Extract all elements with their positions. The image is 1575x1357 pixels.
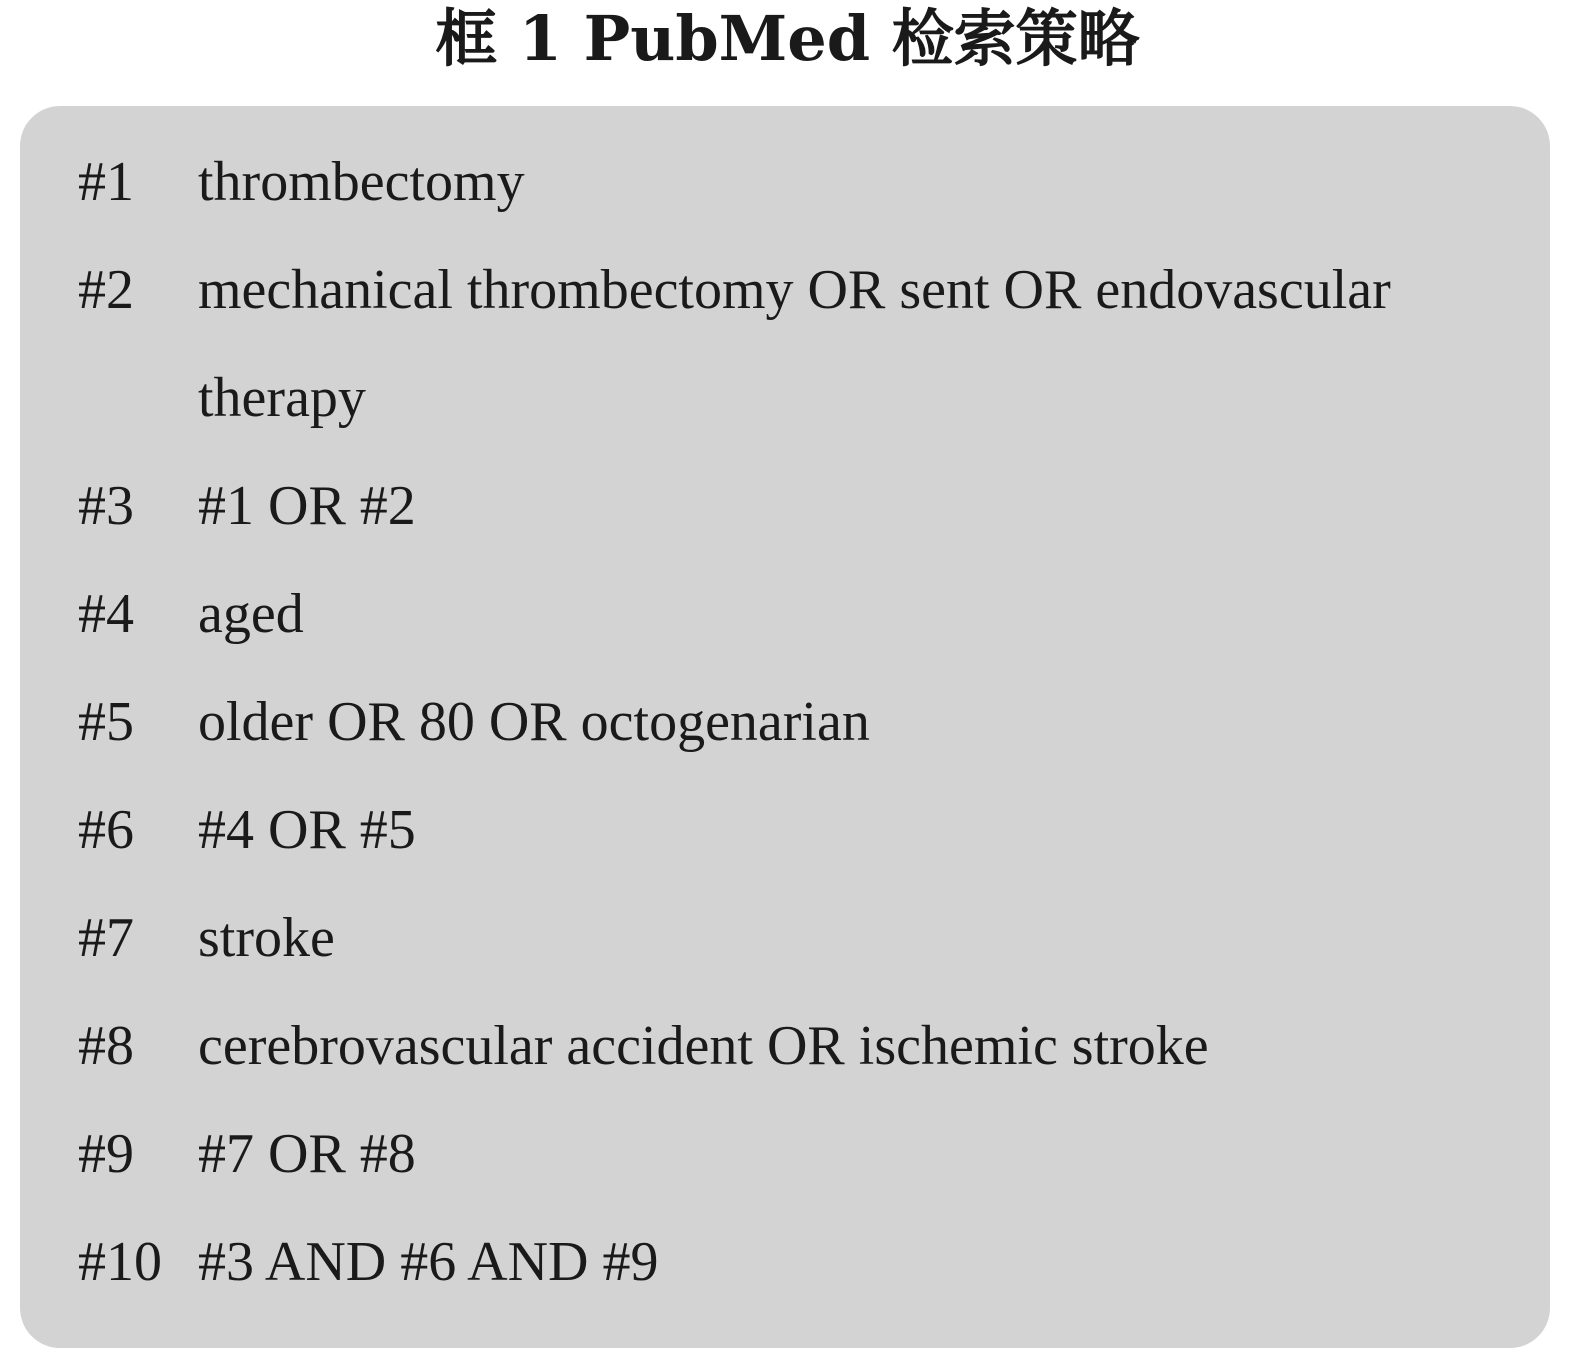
strategy-row-7 [20, 884, 1550, 992]
strategy-row-6 [20, 776, 1550, 884]
row-query: cerebrovascular accident OR ischemic stroke [198, 1015, 1209, 1077]
strategy-row-10 [20, 1208, 1550, 1316]
row-query-line-2: therapy [198, 367, 366, 429]
row-query: #3 AND #6 AND #9 [198, 1231, 659, 1293]
row-number: #4 [78, 583, 134, 645]
row-number: #6 [78, 799, 134, 861]
row-number: #2 [78, 259, 134, 321]
row-query: #7 OR #8 [198, 1123, 416, 1185]
strategy-row-3 [20, 452, 1550, 560]
search-strategy-panel [20, 106, 1550, 1348]
row-query: aged [198, 583, 304, 645]
row-number: #7 [78, 907, 134, 969]
strategy-row-5 [20, 668, 1550, 776]
row-query: stroke [198, 907, 335, 969]
row-query: older OR 80 OR octogenarian [198, 691, 870, 753]
row-query: thrombectomy [198, 151, 525, 213]
strategy-row-9 [20, 1100, 1550, 1208]
strategy-row-4 [20, 560, 1550, 668]
search-strategy-list [20, 128, 1550, 1316]
row-number: #5 [78, 691, 134, 753]
row-query: #4 OR #5 [198, 799, 416, 861]
row-query: #1 OR #2 [198, 475, 416, 537]
strategy-row-2 [20, 236, 1550, 452]
row-number: #8 [78, 1015, 134, 1077]
strategy-row-8 [20, 992, 1550, 1100]
row-query-line-1: mechanical thrombectomy OR sent OR endovascular [198, 259, 1391, 321]
row-number: #1 [78, 151, 134, 213]
row-number: #3 [78, 475, 134, 537]
row-query [198, 236, 1550, 452]
row-number: #10 [78, 1231, 162, 1293]
strategy-row-1 [20, 128, 1550, 236]
row-number: #9 [78, 1123, 134, 1185]
box-title: 框 1 PubMed 检索策略 [435, 2, 1140, 75]
